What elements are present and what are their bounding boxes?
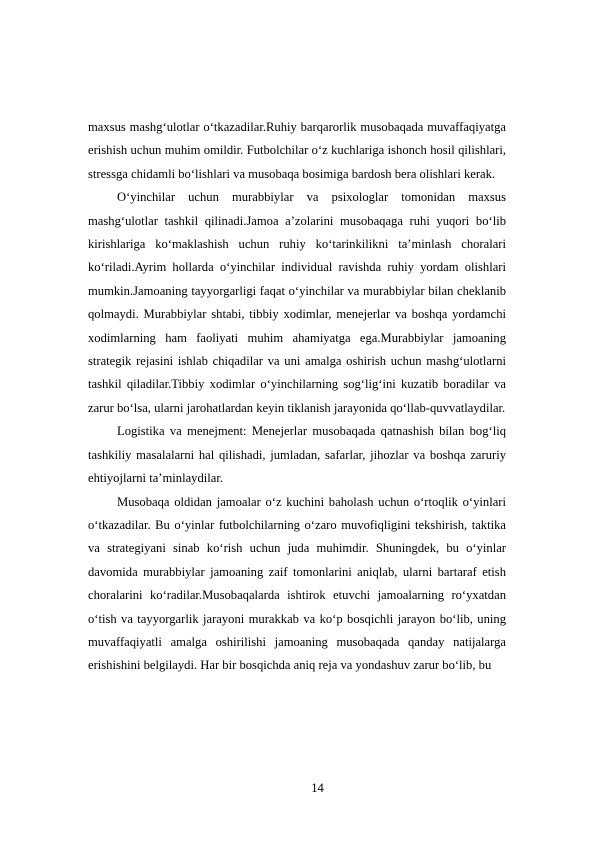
body-text [88,116,506,678]
paragraph-continuation: maxsus mashg‘ulotlar o‘tkazadilar.Ruhiy barqarorlik musobaqada muvaffaqiyatga erishish uchun muhim omildir. Futbolchilar o‘z kuchlariga ishonch hosil qilishlari, stressga chidamli bo‘lishlari va musobaqa bosimiga bardosh bera olishlari kerak. [88,120,506,181]
paragraph-friendly-matches: Musobaqa oldidan jamoalar o‘z kuchini baholash uchun o‘rtoqlik o‘yinlari o‘tkazadilar. Bu o‘yinlar futbolchilarning o‘zaro muvofiqligini tekshirish, taktika va strategiyani sinab ko‘rish uchun juda muhimdir. Shuningdek, bu o‘yinlar davomida murabbiylar jamoaning zaif tomonlarini aniqlab, ularni bartaraf etish choralarini ko‘radilar.Musobaqalarda ishtirok etuvchi jamoalarning ro‘yxatdan o‘tish va tayyorgarlik jarayoni murakkab va ko‘p bosqichli jarayon bo‘lib, uning muvaffaqiyatli amalga oshirilishi jamoaning musobaqada qanday natijalarga erishishini belgilaydi. Har bir bosqichda aniq reja va yondashuv zarur bo‘lib, bu [88,494,506,673]
paragraph-psychological-support: O‘yinchilar uchun murabbiylar va psixologlar tomonidan maxsus mashg‘ulotlar tashkil qilinadi.Jamoa a’zolarini musobaqaga ruhi yuqori bo‘lib kirishlariga ko‘maklashish uchun ruhiy ko‘tarinkilikni ta’minlash choralari ko‘riladi.Ayrim hollarda o‘yinchilar individual ravishda ruhiy yordam olishlari mumkin.Jamoaning tayyorgarligi faqat o‘yinchilar va murabbiylar bilan cheklanib qolmaydi. Murabbiylar shtabi, tibbiy xodimlar, menejerlar va boshqa yordamchi xodimlarning ham faoliyati muhim ahamiyatga ega.Murabbiylar jamoaning strategik rejasini ishlab chiqadilar va uni amalga oshirish uchun mashg‘ulotlarni tashkil qiladilar.Tibbiy xodimlar o‘yinchilarning sog‘lig‘ini kuzatib boradilar va zarur bo‘lsa, ularni jarohatlardan keyin tiklanish jarayonida qo‘llab-quvvatlaydilar. [88,190,506,415]
paragraph-logistics: Logistika va menejment: Menejerlar musobaqada qatnashish bilan bog‘liq tashkiliy masalalarni hal qilishadi, jumladan, safarlar, jihozlar va boshqa zaruriy ehtiyojlarni ta’minlaydilar. [88,424,506,486]
page-number: 14 [311,781,324,795]
